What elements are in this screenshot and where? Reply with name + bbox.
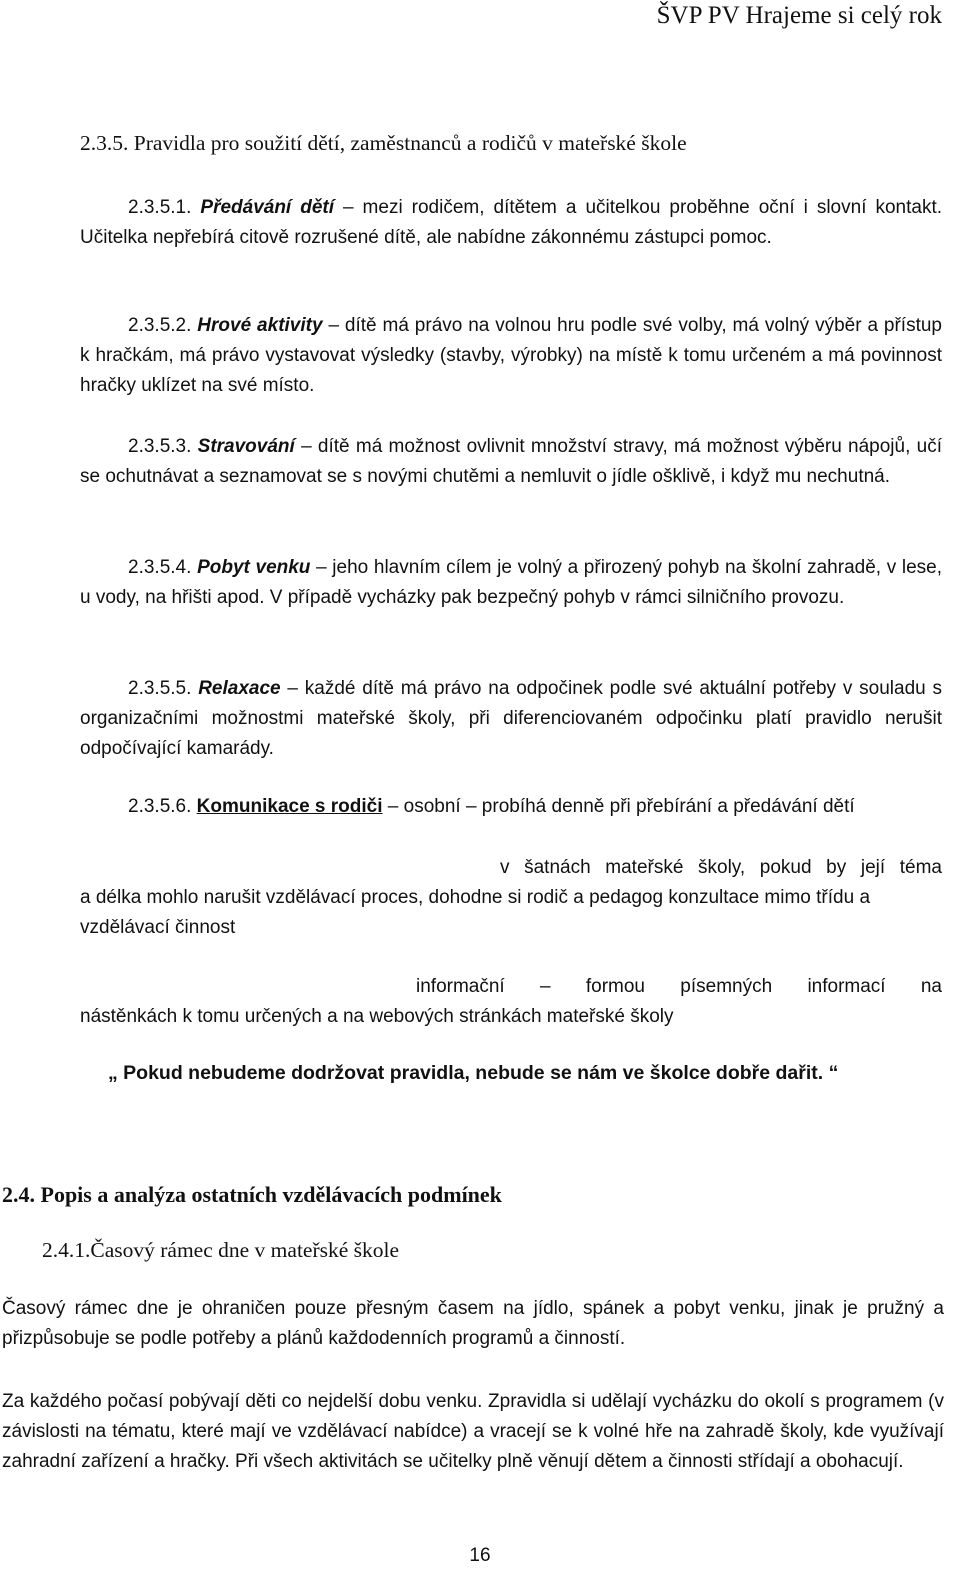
block-rest: nástěnkách k tomu určených a na webových stránkách mateřské školy (80, 1006, 674, 1027)
rule-number: 2.3.5.3. (128, 436, 192, 457)
section-heading-2-4-1: 2.4.1.Časový rámec dne v mateřské škole (42, 1238, 400, 1262)
section-heading-2-4: 2.4. Popis a analýza ostatních vzdělávacích podmínek (2, 1182, 502, 1207)
rule-text: – mezi rodičem, dítětem a učitelkou proběhne oční i slovní kontakt. Učitelka nepřebírá citově rozrušené dítě, ale nabídne zákonnému zástupci pomoc. (80, 197, 943, 248)
body-paragraph: Časový rámec dne je ohraničen pouze přesným časem na jídlo, spánek a pobyt venku, jinak je pružný a přizpůsobuje se podle potřeby a plánů každodenních programů a činností. (2, 1298, 944, 1349)
body-paragraph: Za každého počasí pobývají děti co nejdelší dobu venku. Zpravidla si udělají vycházku do okolí s programem (v závislosti na tématu, které mají ve vzdělávací nabídce) a vracejí se k volné hře na zahradě školy, kde využívají zahradní zařízení a hračky. Při všech aktivitách se učitelky plně věnují dětem a činnosti střídají a obohacují. (2, 1391, 944, 1472)
rule-text: – jeho hlavním cílem je volný a přirozený pohyb na školní zahradě, v lese, u vody, na hřišti apod. V případě vycházky pak bezpečný pohyb v rámci silničního provozu. (80, 557, 943, 608)
rule-lead: Relaxace (198, 678, 281, 699)
rule-lead: Předávání dětí (200, 197, 334, 218)
rule-paragraph (80, 674, 942, 764)
rule-lead: Hrové aktivity (197, 315, 323, 336)
closing-quote: „ Pokud nebudeme dodržovat pravidla, nebude se nám ve školce dobře dařit. “ (108, 1062, 839, 1084)
rule-number: 2.3.5.6. (128, 796, 192, 817)
block-first-line: informační – formou písemných informací na (416, 976, 942, 997)
running-header: ŠVP PV Hrajeme si celý rok (656, 2, 942, 29)
rule-number: 2.3.5.1. (128, 197, 192, 218)
rule-text: – dítě má možnost ovlivnit množství stravy, má možnost výběru nápojů, učí se ochutnávat a seznamovat se s novými chutěmi a nemluvit o jídle ošklivě, i když mu nechutná. (80, 436, 942, 487)
block-rest: a délka mohlo narušit vzdělávací proces, dohodne si rodič a pedagog konzultace mimo třídu a vzdělávací činnost (80, 887, 871, 938)
rule-lead: Pobyt venku (197, 557, 311, 578)
rule-text: – osobní – probíhá denně při přebírání a předávání dětí (382, 796, 855, 817)
rule-number: 2.3.5.2. (128, 315, 192, 336)
rule-text: – dítě má právo na volnou hru podle své volby, má volný výběr a přístup k hračkám, má právo vystavovat výsledky (stavby, výrobky) na místě k tomu určeném a má povinnost hračky uklízet na své místo. (80, 315, 942, 396)
rule-6-line (128, 792, 855, 822)
rule-paragraph (80, 311, 942, 401)
rule-6-block-info (80, 972, 942, 1032)
page-number: 16 (469, 1545, 491, 1566)
rule-number: 2.3.5.5. (128, 678, 192, 699)
block-first-line: v šatnách mateřské školy, pokud by její téma (500, 857, 942, 878)
rule-paragraph (80, 193, 942, 253)
rule-number: 2.3.5.4. (128, 557, 192, 578)
rule-paragraph (80, 432, 942, 492)
rule-6-block-personal (80, 853, 942, 943)
rule-lead: Stravování (197, 436, 295, 457)
rule-paragraph (80, 553, 942, 613)
section-heading-2-3-5: 2.3.5. Pravidla pro soužití dětí, zaměstnanců a rodičů v mateřské škole (80, 131, 687, 155)
rule-text: – každé dítě má právo na odpočinek podle své aktuální potřeby v souladu s organizačními možnostmi mateřské školy, při diferenciovaném odpočinku platí pravidlo nerušit odpočívající kamarády. (80, 678, 943, 759)
rule-lead: Komunikace s rodiči (196, 796, 383, 817)
